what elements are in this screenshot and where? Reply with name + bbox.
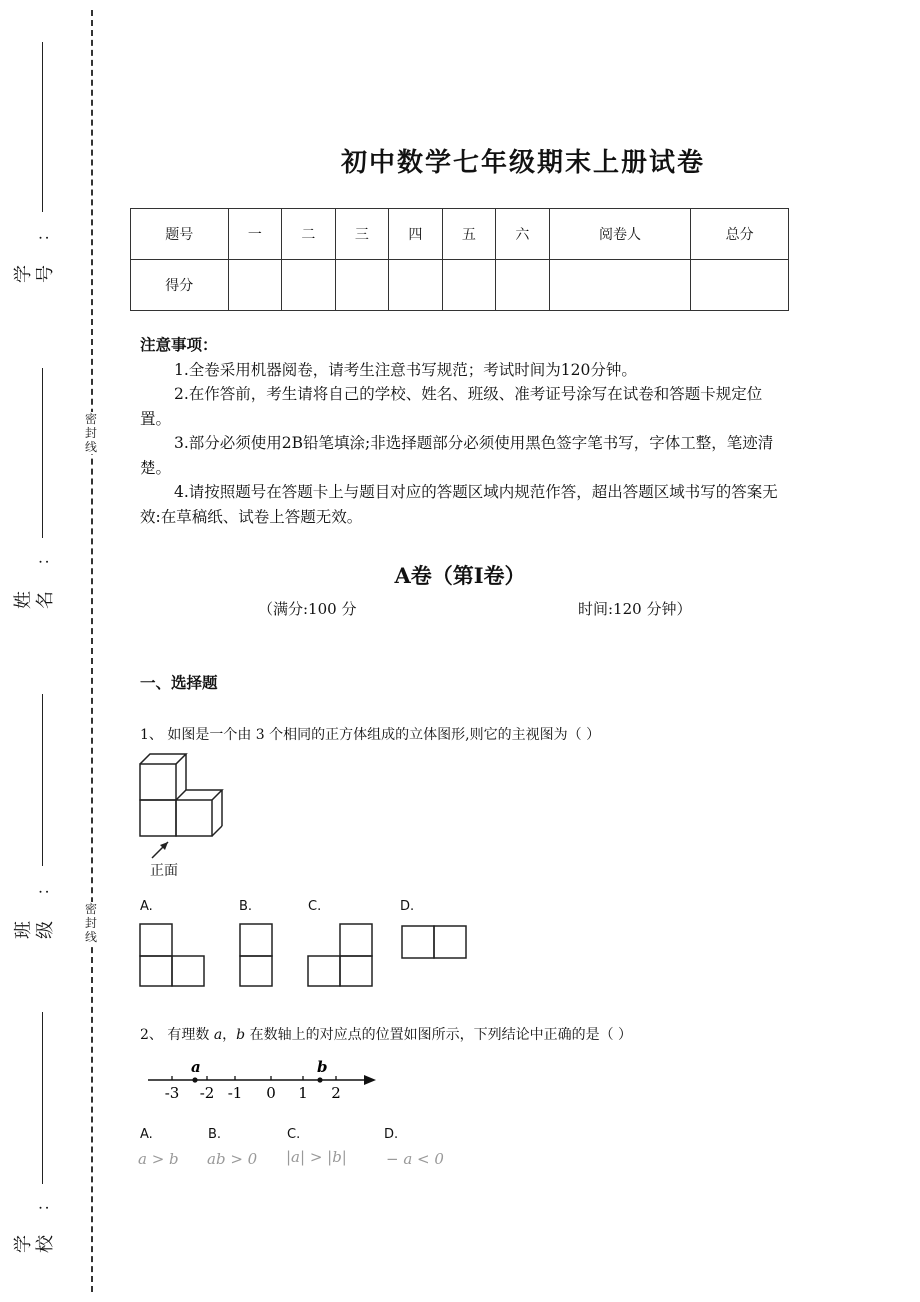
- number-line: [140, 1054, 390, 1104]
- score-row-label: 得分: [131, 260, 229, 311]
- q2-option-a-label[interactable]: A.: [140, 1127, 153, 1142]
- q2-option-b-expr: ab > 0: [207, 1150, 258, 1168]
- student-no-colon: ：: [33, 225, 53, 242]
- full-score-text: （满分:100 分: [258, 600, 357, 618]
- q1-option-b-figure[interactable]: [238, 922, 274, 988]
- score-table-header-row: [131, 209, 789, 260]
- class-colon: ：: [33, 879, 53, 896]
- note-item: 2.在作答前，考生请将自己的学校、姓名、班级、准考证号涂写在试卷和答题卡规定位置。: [140, 385, 763, 428]
- number-line-arrow: [364, 1075, 376, 1085]
- header-cell: 总分: [691, 209, 789, 260]
- notes-block: [140, 333, 790, 529]
- q1-option-a-label[interactable]: A.: [140, 899, 153, 914]
- q1-solid-figure: [130, 748, 240, 886]
- header-cell: 六: [496, 209, 550, 260]
- score-table-score-row: [131, 260, 789, 311]
- class-label: 班级: [13, 921, 56, 939]
- score-cell[interactable]: [282, 260, 336, 311]
- header-cell: 题号: [131, 209, 229, 260]
- school-label: 学校: [13, 1235, 56, 1253]
- seal-text-lower: 密封线: [84, 902, 97, 944]
- q1-option-d-label[interactable]: D.: [400, 899, 415, 914]
- front-label: 正面: [150, 863, 178, 879]
- header-cell: 四: [389, 209, 443, 260]
- q2-var-a: a: [213, 1027, 223, 1043]
- exam-title: 初中数学七年级期末上册试卷: [340, 148, 705, 178]
- school-underline: [42, 1012, 43, 1184]
- score-cell[interactable]: [691, 260, 789, 311]
- time-text: 时间:120 分钟）: [578, 600, 692, 618]
- name-colon: ：: [33, 549, 53, 566]
- score-cell[interactable]: [442, 260, 496, 311]
- notes-heading: 注意事项：: [140, 335, 218, 354]
- score-cell[interactable]: [228, 260, 282, 311]
- binding-dashed-line: [91, 10, 93, 1292]
- number-line-tick-label: 0: [266, 1084, 276, 1102]
- name-underline: [42, 368, 43, 538]
- part1-heading: 一、选择题: [140, 673, 218, 692]
- q1-option-a-figure[interactable]: [138, 922, 208, 988]
- score-cell[interactable]: [389, 260, 443, 311]
- q2-option-c-label[interactable]: C.: [287, 1127, 301, 1142]
- q1-option-b-label[interactable]: B.: [239, 899, 253, 914]
- name-label: 姓名: [13, 591, 56, 609]
- number-line-tick-label: -3: [164, 1084, 180, 1102]
- q1-option-c-label[interactable]: C.: [308, 899, 322, 914]
- note-item: 3.部分必须使用2B铅笔填涂;非选择题部分必须使用黑色签字笔书写，字体工整，笔迹清楚。: [140, 434, 774, 477]
- class-underline: [42, 694, 43, 866]
- q1-option-c-figure[interactable]: [306, 922, 376, 988]
- score-cell[interactable]: [549, 260, 691, 311]
- score-cell[interactable]: [335, 260, 389, 311]
- question-2-text: [140, 1024, 632, 1044]
- q2-option-c-expr: |a| > |b|: [286, 1148, 347, 1166]
- q2-text-post: 在数轴上的对应点的位置如图所示，下列结论中正确的是（ ）: [245, 1027, 633, 1043]
- q2-var-b: b: [236, 1027, 246, 1043]
- section-title: A卷（第I卷）: [394, 563, 526, 588]
- seal-text-upper: 密封线: [84, 412, 97, 454]
- point-a-dot: [192, 1077, 197, 1082]
- q2-option-d-expr: − a < 0: [386, 1150, 444, 1168]
- q1-option-d-figure[interactable]: [400, 924, 470, 960]
- note-item: 4.请按照题号在答题卡上与题目对应的答题区域内规范作答，超出答题区域书写的答案无效:在草稿纸、试卷上答题无效。: [140, 483, 778, 526]
- note-item: 1.全卷采用机器阅卷，请考生注意书写规范；考试时间为120分钟。: [174, 360, 637, 379]
- student-no-underline: [42, 42, 43, 212]
- number-line-tick-label: 2: [331, 1084, 341, 1102]
- header-cell: 一: [228, 209, 282, 260]
- point-a-label: a: [191, 1058, 201, 1076]
- school-colon: ：: [33, 1195, 53, 1212]
- q2-comma: ，: [222, 1027, 237, 1043]
- q2-option-b-label[interactable]: B.: [208, 1127, 222, 1142]
- number-line-tick-label: -2: [199, 1084, 215, 1102]
- point-b-dot: [317, 1077, 322, 1082]
- header-cell: 五: [442, 209, 496, 260]
- q2-option-d-label[interactable]: D.: [384, 1127, 399, 1142]
- header-cell: 二: [282, 209, 336, 260]
- header-cell: 阅卷人: [549, 209, 691, 260]
- score-table: [130, 208, 789, 311]
- q2-option-a-expr: a > b: [138, 1150, 179, 1168]
- question-1-text: 1、 如图是一个由 3 个相同的正方体组成的立体图形,则它的主视图为（ ）: [140, 727, 601, 743]
- q2-text-pre: 2、 有理数: [140, 1027, 214, 1043]
- student-no-label: 学号: [13, 265, 56, 283]
- score-cell[interactable]: [496, 260, 550, 311]
- point-b-label: b: [317, 1058, 328, 1076]
- number-line-tick-label: 1: [298, 1084, 308, 1102]
- header-cell: 三: [335, 209, 389, 260]
- number-line-tick-label: -1: [227, 1084, 243, 1102]
